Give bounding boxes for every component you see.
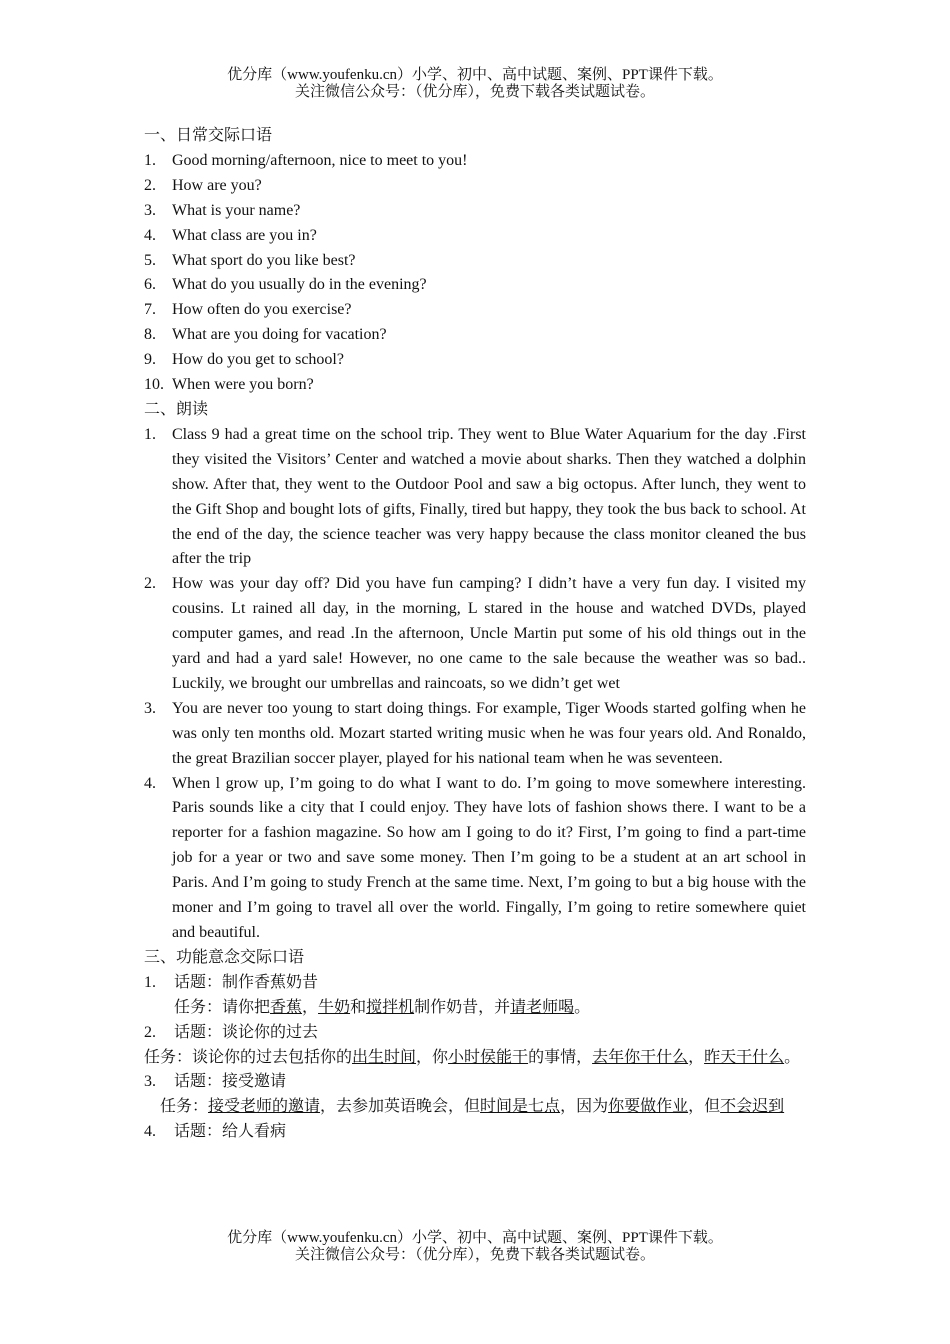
item-number: 1. xyxy=(144,973,156,991)
reading-passage xyxy=(144,697,806,772)
task-text: ，但 xyxy=(688,1098,721,1116)
passage-text: When l grow up, I’m going to do what I want to do. I’m going to move somewhere interesting. Paris sounds like a city that I could enjoy. They have lots of fashion shows there. I want to be a reporter for a fashion magazine. So how am I going to do it? First, I’m going to find a part-time job for a year or two and save some money. Then I’m going to be a student at an art school in Paris. And I’m going to study French at the same time. Next, I’m going to but a big house with the moner and I’m going to travel all over the world. Fingally, I’m going to retire somewhere quiet and beautiful. xyxy=(172,774,806,941)
list-item xyxy=(144,199,806,224)
list-item xyxy=(144,249,806,274)
item-number: 1. xyxy=(144,151,156,169)
item-number: 8. xyxy=(144,326,156,344)
task-keyword: 出生时间 xyxy=(352,1048,417,1066)
list-item xyxy=(144,174,806,199)
section-2-list xyxy=(144,423,806,946)
task-text: 。 xyxy=(574,998,591,1016)
item-number: 2. xyxy=(144,575,156,593)
header-line-1: 优分库（www.youfenku.cn）小学、初中、高中试题、案例、PPT课件下载。 xyxy=(227,67,723,83)
task-text: 任务： xyxy=(160,1098,209,1116)
task-keyword: 小时侯能干 xyxy=(448,1048,529,1066)
topic-1 xyxy=(144,971,806,996)
list-item xyxy=(144,224,806,249)
topic-4 xyxy=(144,1120,806,1145)
item-number: 5. xyxy=(144,251,156,269)
item-number: 3. xyxy=(144,201,156,219)
task-text: ， xyxy=(688,1048,705,1066)
page-header xyxy=(0,67,950,101)
item-text: Good morning/afternoon, nice to meet to you! xyxy=(172,151,468,169)
list-item xyxy=(144,273,806,298)
item-number: 4. xyxy=(144,226,156,244)
task-keyword: 搅拌机 xyxy=(366,998,415,1016)
task-text: 的事情， xyxy=(528,1048,593,1066)
item-number: 10. xyxy=(144,376,164,394)
reading-passage xyxy=(144,423,806,572)
list-item xyxy=(144,298,806,323)
task-text: 和 xyxy=(350,998,367,1016)
item-number: 1. xyxy=(144,425,156,443)
item-number: 3. xyxy=(144,699,156,717)
passage-text: You are never too young to start doing things. For example, Tiger Woods started golfing when he was only ten months old. Mozart started writing music when he was four years old. And Ronaldo, the great Brazilian soccer player, played for his national team when he was seventeen. xyxy=(172,699,806,767)
task-1 xyxy=(144,996,806,1021)
item-text: How are you? xyxy=(172,176,262,194)
task-text: ， xyxy=(302,998,319,1016)
item-number: 3. xyxy=(144,1073,156,1091)
task-keyword: 去年你干什么 xyxy=(592,1048,689,1066)
item-text: What are you doing for vacation? xyxy=(172,326,387,344)
item-number: 9. xyxy=(144,351,156,369)
list-item xyxy=(144,373,806,398)
task-keyword: 昨天干什么 xyxy=(704,1048,785,1066)
reading-passage xyxy=(144,772,806,946)
task-3 xyxy=(144,1095,806,1120)
passage-text: Class 9 had a great time on the school trip. They went to Blue Water Aquarium for the day .First they visited the Visitors’ Center and watched a movie about sharks. Then they watched a dolphin show. After that, they went to the Outdoor Pool and saw a big octopus. After lunch, they went to the Gift Shop and bought lots of gifts, Finally, tired but happy, they took the bus back to school. At the end of the day, the science teacher was very happy because the class monitor cleaned the bus after the trip xyxy=(172,425,806,568)
topic-title: 话题：制作香蕉奶昔 xyxy=(174,973,319,991)
task-text: ，你 xyxy=(416,1048,449,1066)
item-text: When were you born? xyxy=(172,376,314,394)
list-item xyxy=(144,149,806,174)
topic-3 xyxy=(144,1070,806,1095)
task-text: 任务：请你把 xyxy=(174,998,271,1016)
page-footer xyxy=(0,1230,950,1264)
document-body xyxy=(144,124,806,1145)
section-2-title: 二、朗读 xyxy=(144,400,209,418)
item-text: How often do you exercise? xyxy=(172,301,352,319)
list-item xyxy=(144,323,806,348)
item-number: 4. xyxy=(144,774,156,792)
item-number: 2. xyxy=(144,1023,156,1041)
header-line-2: 关注微信公众号：（优分库），免费下载各类试题试卷。 xyxy=(294,84,655,100)
topic-title: 话题：给人看病 xyxy=(174,1123,287,1141)
item-text: What class are you in? xyxy=(172,226,317,244)
task-keyword: 牛奶 xyxy=(318,998,351,1016)
list-item xyxy=(144,348,806,373)
item-text: What is your name? xyxy=(172,201,301,219)
task-keyword: 接受老师的邀请 xyxy=(208,1098,321,1116)
topic-2 xyxy=(144,1021,806,1046)
task-2 xyxy=(144,1046,806,1071)
footer-line-1: 优分库（www.youfenku.cn）小学、初中、高中试题、案例、PPT课件下载。 xyxy=(227,1230,723,1246)
section-1-list xyxy=(144,149,806,398)
item-number: 6. xyxy=(144,276,156,294)
item-text: What do you usually do in the evening? xyxy=(172,276,427,294)
item-text: What sport do you like best? xyxy=(172,251,356,269)
item-text: How do you get to school? xyxy=(172,351,344,369)
task-keyword: 请老师喝 xyxy=(510,998,575,1016)
passage-text: How was your day off? Did you have fun camping? I didn’t have a very fun day. I visited my cousins. Lt rained all day, in the morning, L stared in the house and watched DVDs, played computer games, and read .In the afternoon, Uncle Martin put some of his old things out in the yard and had a yard sale! However, no one came to the sale because the weather was so bad.. Luckily, we brought our umbrellas and raincoats, so we didn’t get wet xyxy=(172,575,806,692)
task-text: 任务：谈论你的过去包括你的 xyxy=(144,1048,353,1066)
topic-title: 话题：谈论你的过去 xyxy=(174,1023,319,1041)
section-1-title: 一、日常交际口语 xyxy=(144,127,273,144)
footer-line-2: 关注微信公众号：（优分库），免费下载各类试题试卷。 xyxy=(294,1247,655,1263)
task-keyword: 你要做作业 xyxy=(608,1098,689,1116)
item-number: 2. xyxy=(144,176,156,194)
task-text: 制作奶昔，并 xyxy=(414,998,511,1016)
reading-passage xyxy=(144,572,806,697)
task-keyword: 香蕉 xyxy=(270,998,303,1016)
section-3-title: 三、功能意念交际口语 xyxy=(144,948,305,966)
task-keyword: 时间是七点 xyxy=(480,1098,561,1116)
item-number: 7. xyxy=(144,301,156,319)
topic-title: 话题：接受邀请 xyxy=(174,1073,287,1091)
task-text: ，因为 xyxy=(560,1098,609,1116)
task-text: 。 xyxy=(784,1048,801,1066)
task-text: ，去参加英语晚会，但 xyxy=(320,1098,481,1116)
task-keyword: 不会迟到 xyxy=(720,1098,785,1116)
item-number: 4. xyxy=(144,1123,156,1141)
